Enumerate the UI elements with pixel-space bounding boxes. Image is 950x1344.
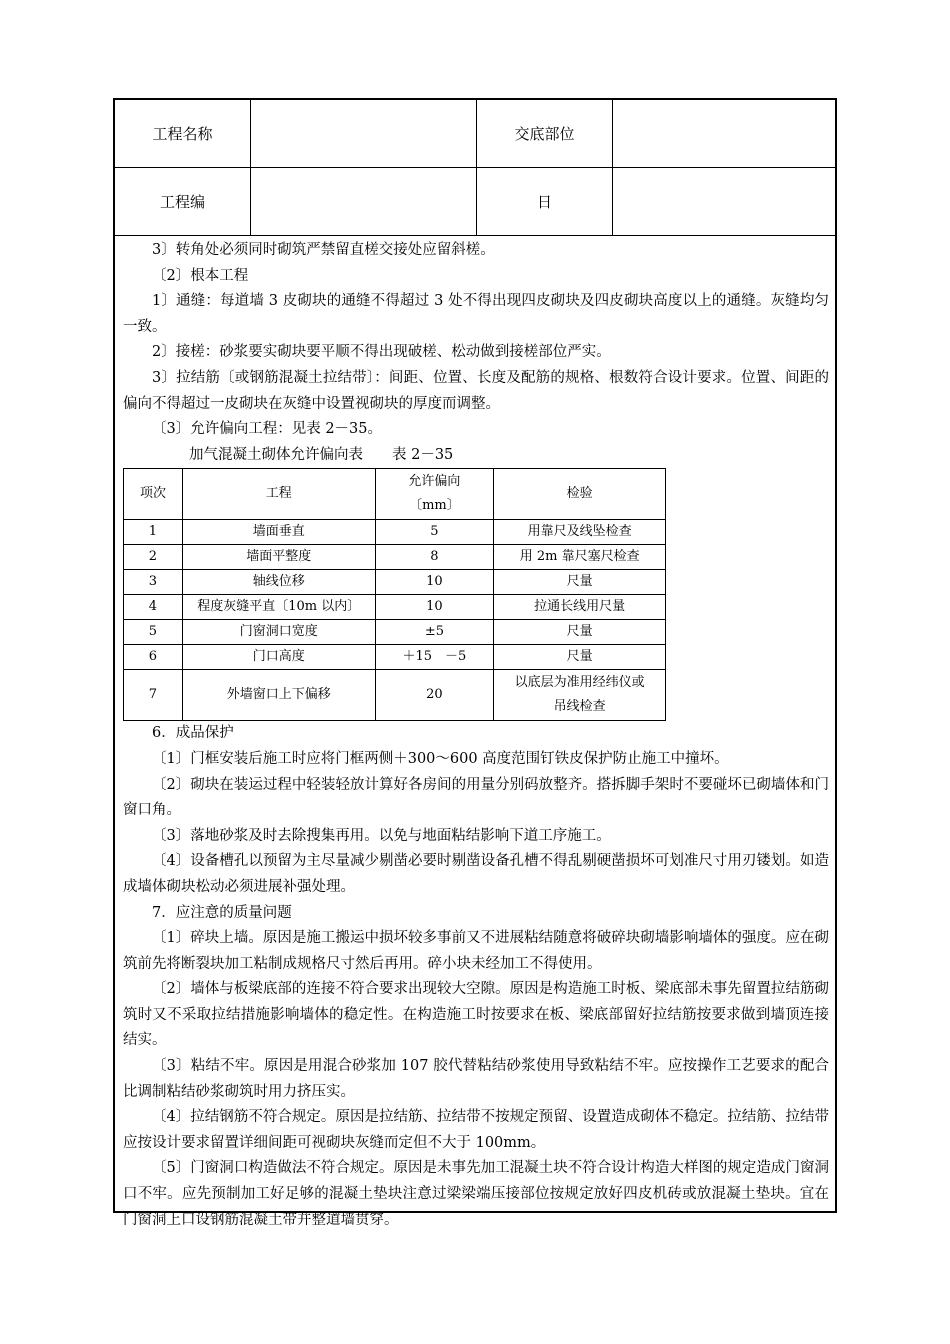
paragraph: 〔2〕墙体与板梁底部的连接不符合要求出现较大空隙。原因是构造施工时板、梁底部未事先留置拉结筋砌筑时又不采取拉结措施影响墙体的稳定性。在构造施工时按要求在板、梁底部留好拉结筋按要求做到墙顶连接结实。 — [123, 981, 829, 1049]
header-divider — [250, 100, 251, 236]
header-cell-line: 允许偏向 — [408, 474, 461, 490]
paragraph: 〔2〕根本工程 — [152, 267, 249, 284]
paragraph: 〔5〕门窗洞口构造做法不符合规定。原因是未事先加工混凝土块不符合设计构造大样图的规定造成门窗洞口不牢。应先预制加工好足够的混凝土垫块注意过梁梁端压接部位按规定放好四皮机砖或放混凝土垫块。宜在门窗洞上口设钢筋混凝土带并整道墙贯穿。 — [123, 1160, 829, 1228]
table-cell: 拉通长线用尺量 — [494, 595, 666, 620]
table-row — [124, 595, 666, 620]
header-cell-line: 〔mm〕 — [409, 498, 460, 514]
table-cell: 程度灰缝平直〔10m 以内〕 — [182, 595, 375, 620]
table-cell: 6 — [124, 645, 183, 670]
table-cell: 外墙窗口上下偏移 — [182, 670, 375, 721]
table-cell: 8 — [375, 545, 494, 570]
table-cell-line: 以底层为准用经纬仪或 — [514, 675, 645, 691]
table-cell: 轴线位移 — [182, 570, 375, 595]
table-cell: 1 — [124, 520, 183, 545]
section-heading: 7．应注意的质量问题 — [152, 904, 292, 921]
table-cell: 尺量 — [494, 620, 666, 645]
date-label: 日 — [536, 193, 552, 211]
paragraph: 〔1〕门框安装后施工时应将门框两侧＋300～600 高度范围钉铁皮保护防止施工中撞坏。 — [152, 750, 729, 767]
header-row-2 — [115, 168, 835, 236]
table-row — [124, 570, 666, 595]
table-cell: 10 — [375, 570, 494, 595]
table-cell: 门窗洞口宽度 — [182, 620, 375, 645]
table-cell: 20 — [375, 670, 494, 721]
paragraph: 〔4〕拉结钢筋不符合规定。原因是拉结筋、拉结带不按规定预留、设置造成砌体不稳定。拉结筋、拉结带应按设计要求留置详细间距可视砌块灰缝而定但不大于 100mm。 — [123, 1109, 829, 1151]
table-row — [124, 520, 666, 545]
header-divider — [612, 100, 613, 236]
table-row — [124, 620, 666, 645]
table-cell-line: 吊线检查 — [553, 699, 606, 715]
table-cell: ±5 — [375, 620, 494, 645]
table-cell: 7 — [124, 670, 183, 721]
header-row-1 — [115, 100, 835, 168]
table-cell: 墙面垂直 — [182, 520, 375, 545]
table-cell: 4 — [124, 595, 183, 620]
table-row — [124, 545, 666, 570]
table-cell: 墙面平整度 — [182, 545, 375, 570]
paragraph: 〔4〕设备槽孔以预留为主尽量减少剔凿必要时剔凿设备孔槽不得乱剔硬凿损坏可划准尺寸用刃镂划。如造成墙体砌块松动必须进展补强处理。 — [123, 853, 829, 895]
header-cell: 工程 — [182, 469, 375, 520]
table-cell: 尺量 — [494, 570, 666, 595]
table-header-row — [124, 469, 666, 520]
project-no-label: 工程编 — [159, 193, 205, 211]
table-cell: 5 — [375, 520, 494, 545]
paragraph: 〔3〕落地砂浆及时去除搜集再用。以免与地面粘结影响下道工序施工。 — [152, 827, 611, 844]
table-row — [124, 670, 666, 721]
paragraph: 〔3〕粘结不牢。原因是用混合砂浆加 107 胶代替粘结砂浆使用导致粘结不牢。应按操作工艺要求的配合比调制粘结砂浆砌筑时用力挤压实。 — [123, 1058, 829, 1100]
table-cell: 用靠尺及线坠检查 — [494, 520, 666, 545]
table-cell: ＋15 －5 — [375, 645, 494, 670]
handover-part-value[interactable] — [613, 100, 835, 167]
document-body — [123, 238, 829, 1233]
table-cell: 5 — [124, 620, 183, 645]
project-name-value[interactable] — [251, 100, 476, 167]
project-name-label: 工程名称 — [152, 125, 213, 143]
paragraph: 3〕转角处必须同时砌筑严禁留直槎交接处应留斜槎。 — [152, 242, 495, 258]
table-cell: 尺量 — [494, 645, 666, 670]
project-no-value[interactable] — [251, 168, 476, 235]
header-table — [115, 100, 835, 236]
paragraph: 2〕接槎：砂浆要实砌块要平顺不得出现破槎、松动做到接槎部位严实。 — [152, 344, 611, 361]
section-heading: 6．成品保护 — [152, 725, 234, 742]
table-cell: 10 — [375, 595, 494, 620]
paragraph: 1〕通缝：每道墙 3 皮砌块的通缝不得超过 3 处不得出现四皮砌块及四皮砌块高度以上的通缝。灰缝均匀一致。 — [123, 293, 829, 335]
table-cell: 3 — [124, 570, 183, 595]
header-cell — [375, 469, 494, 520]
table-cell — [494, 670, 666, 721]
paragraph: 〔1〕碎块上墙。原因是施工搬运中损坏较多事前又不进展粘结随意将破碎块砌墙影响墙体的强度。应在砌筑前先将断裂块加工粘制成规格尺寸然后再用。碎小块未经加工不得使用。 — [123, 930, 829, 972]
header-divider — [476, 100, 477, 236]
handover-part-label: 交底部位 — [514, 125, 575, 143]
date-value[interactable] — [613, 168, 835, 235]
table-row — [124, 645, 666, 670]
document-frame — [113, 98, 837, 1228]
table-cell: 门口高度 — [182, 645, 375, 670]
paragraph: 〔3〕允许偏向工程：见表 2－35。 — [152, 421, 383, 438]
deviation-table — [123, 468, 666, 721]
paragraph: 3〕拉结筋〔或钢筋混凝土拉结带〕：间距、位置、长度及配筋的规格、根数符合设计要求。位置、间距的偏向不得超过一皮砌块在灰缝中设置视砌块的厚度而调整。 — [123, 369, 829, 412]
table-caption: 加气混凝土砌体允许偏向表 表 2－35 — [189, 446, 454, 463]
header-cell: 检验 — [494, 469, 666, 520]
header-cell: 项次 — [124, 469, 183, 520]
table-cell: 2 — [124, 545, 183, 570]
table-cell: 用 2m 靠尺塞尺检查 — [494, 545, 666, 570]
paragraph: 〔2〕砌块在装运过程中轻装轻放计算好各房间的用量分别码放整齐。搭拆脚手架时不要碰坏已砌墙体和门窗口角。 — [123, 776, 829, 819]
